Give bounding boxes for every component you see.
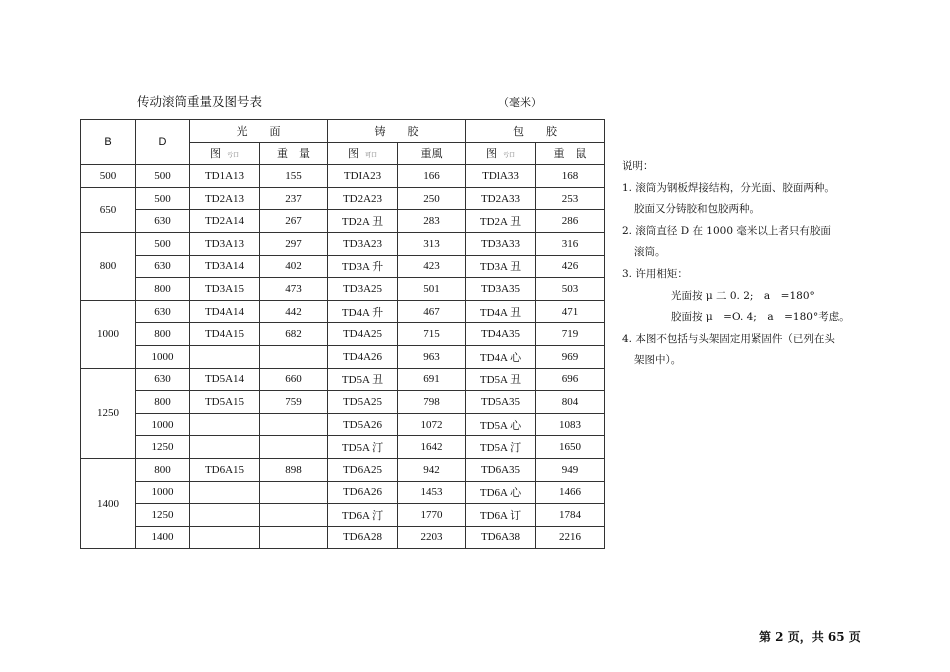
cell-weight: 691	[398, 368, 466, 391]
cell-weight: 1072	[398, 413, 466, 436]
cell-weight: 719	[536, 323, 605, 346]
cell-d: 800	[136, 391, 190, 414]
header-smooth: 光 面	[190, 120, 328, 143]
cell-fig: TD5A 丑	[328, 368, 398, 391]
table-row	[81, 413, 605, 436]
cell-fig: TD3A14	[190, 255, 260, 278]
cell-weight: 660	[260, 368, 328, 391]
notes-heading: 说明：	[622, 160, 654, 172]
cell-d: 500	[136, 232, 190, 255]
cell-weight: 715	[398, 323, 466, 346]
cell-weight	[260, 413, 328, 436]
cell-fig: TD5A15	[190, 391, 260, 414]
cell-d: 1250	[136, 504, 190, 527]
cell-fig: TD2A33	[466, 187, 536, 210]
table-row	[81, 458, 605, 481]
cell-weight: 316	[536, 232, 605, 255]
cell-weight: 467	[398, 300, 466, 323]
cell-weight: 297	[260, 232, 328, 255]
cell-weight: 898	[260, 458, 328, 481]
cell-fig: TD6A25	[328, 458, 398, 481]
cell-fig: TD3A23	[328, 232, 398, 255]
cell-weight: 168	[536, 165, 605, 188]
cell-fig: TD6A35	[466, 458, 536, 481]
cell-weight: 969	[536, 345, 605, 368]
cell-fig: TD5A35	[466, 391, 536, 414]
cell-fig: TD4A25	[328, 323, 398, 346]
cell-b: 1000	[81, 300, 136, 368]
cell-weight: 682	[260, 323, 328, 346]
cell-weight: 804	[536, 391, 605, 414]
cell-b: 500	[81, 165, 136, 188]
cell-weight: 253	[536, 187, 605, 210]
cell-b: 1400	[81, 458, 136, 548]
table-row	[81, 436, 605, 459]
cell-weight: 286	[536, 210, 605, 233]
cell-fig: TD2A13	[190, 187, 260, 210]
table-row	[81, 255, 605, 278]
cell-weight: 696	[536, 368, 605, 391]
cell-weight: 1466	[536, 481, 605, 504]
cell-d: 1000	[136, 481, 190, 504]
subheader-fig-1: 图 亏口	[190, 142, 260, 165]
cell-weight	[260, 526, 328, 549]
cell-fig: TD4A26	[328, 345, 398, 368]
cell-fig: TD4A14	[190, 300, 260, 323]
cell-weight: 423	[398, 255, 466, 278]
note-line: 4. 本图不包括与头架固定用紧固件（已列在头	[622, 332, 835, 345]
cell-fig: TD5A 汀	[328, 436, 398, 459]
table-row	[81, 526, 605, 549]
table-row	[81, 210, 605, 233]
table-row	[81, 504, 605, 527]
table-row	[81, 481, 605, 504]
cell-d: 630	[136, 368, 190, 391]
note-line: 胶面按 μ =O. 4; a =180°考虑。	[671, 311, 850, 324]
cell-weight: 1453	[398, 481, 466, 504]
cell-d: 500	[136, 165, 190, 188]
cell-weight: 942	[398, 458, 466, 481]
note-line: 滚筒。	[634, 246, 666, 259]
table-row	[81, 300, 605, 323]
cell-weight: 283	[398, 210, 466, 233]
cell-fig: TD3A35	[466, 278, 536, 301]
header-wrapped-rubber: 包 胶	[466, 120, 605, 143]
cell-weight	[260, 436, 328, 459]
cell-fig: TD4A35	[466, 323, 536, 346]
cell-weight: 949	[536, 458, 605, 481]
note-line: 1. 滚筒为钢板焊接结构，分光面、胶面两种。	[622, 181, 835, 194]
cell-d: 1000	[136, 413, 190, 436]
cell-weight: 2216	[536, 526, 605, 549]
cell-d: 1400	[136, 526, 190, 549]
cell-d: 800	[136, 458, 190, 481]
cell-weight: 1784	[536, 504, 605, 527]
cell-weight: 759	[260, 391, 328, 414]
cell-fig: TD2A23	[328, 187, 398, 210]
cell-d: 630	[136, 300, 190, 323]
cell-weight: 250	[398, 187, 466, 210]
cell-d: 800	[136, 323, 190, 346]
header-cast-rubber: 铸 胶	[328, 120, 466, 143]
weight-table	[80, 119, 605, 549]
cell-fig	[190, 413, 260, 436]
note-line: 架图中）。	[634, 354, 682, 367]
cell-weight: 442	[260, 300, 328, 323]
cell-fig	[190, 526, 260, 549]
cell-weight	[260, 481, 328, 504]
table-row	[81, 323, 605, 346]
cell-weight: 155	[260, 165, 328, 188]
table-row	[81, 187, 605, 210]
cell-fig: TD5A26	[328, 413, 398, 436]
cell-fig: TD6A15	[190, 458, 260, 481]
unit-label: （毫米）	[498, 96, 542, 109]
cell-fig	[190, 504, 260, 527]
cell-fig: TD4A15	[190, 323, 260, 346]
cell-fig: TD6A38	[466, 526, 536, 549]
table-row	[81, 278, 605, 301]
subheader-fig-2: 图 可口	[328, 142, 398, 165]
cell-weight: 2203	[398, 526, 466, 549]
notes	[622, 156, 942, 372]
cell-b: 800	[81, 232, 136, 300]
cell-weight: 501	[398, 278, 466, 301]
note-line: 光面按 μ 二 0. 2; a =180°	[671, 289, 815, 302]
subheader-weight-3: 重 鼠	[536, 142, 605, 165]
cell-fig: TDIA23	[328, 165, 398, 188]
cell-d: 630	[136, 210, 190, 233]
cell-fig: TD2A 丑	[328, 210, 398, 233]
cell-d: 1000	[136, 345, 190, 368]
cell-fig: TD3A15	[190, 278, 260, 301]
table-body	[81, 165, 605, 549]
cell-weight: 1642	[398, 436, 466, 459]
note-line: 2. 滚筒直径 D 在 1000 毫米以上者只有胶面	[622, 224, 831, 237]
table-row	[81, 345, 605, 368]
subheader-weight-2: 重風	[398, 142, 466, 165]
cell-weight: 963	[398, 345, 466, 368]
cell-fig: TD2A 丑	[466, 210, 536, 233]
cell-fig: TD3A13	[190, 232, 260, 255]
cell-weight: 267	[260, 210, 328, 233]
cell-weight: 471	[536, 300, 605, 323]
cell-d: 630	[136, 255, 190, 278]
cell-weight	[260, 504, 328, 527]
cell-fig: TD5A14	[190, 368, 260, 391]
subheader-weight-1: 重 量	[260, 142, 328, 165]
cell-weight: 473	[260, 278, 328, 301]
cell-weight: 1650	[536, 436, 605, 459]
cell-b: 1250	[81, 368, 136, 458]
cell-fig	[190, 345, 260, 368]
cell-fig: TD5A 心	[466, 413, 536, 436]
table-row	[81, 232, 605, 255]
cell-fig: TD5A 汀	[466, 436, 536, 459]
header-d: D	[136, 120, 190, 165]
table-row	[81, 368, 605, 391]
cell-weight: 798	[398, 391, 466, 414]
cell-fig: TD4A 心	[466, 345, 536, 368]
cell-d: 1250	[136, 436, 190, 459]
cell-weight: 1083	[536, 413, 605, 436]
table-row	[81, 391, 605, 414]
cell-fig	[190, 481, 260, 504]
cell-fig: TD2A14	[190, 210, 260, 233]
cell-weight: 166	[398, 165, 466, 188]
cell-fig: TD4A 丑	[466, 300, 536, 323]
cell-weight	[260, 345, 328, 368]
cell-d: 800	[136, 278, 190, 301]
cell-weight: 402	[260, 255, 328, 278]
cell-weight: 237	[260, 187, 328, 210]
cell-fig: TD3A33	[466, 232, 536, 255]
cell-fig: TD3A 丑	[466, 255, 536, 278]
cell-weight: 1770	[398, 504, 466, 527]
cell-fig: TD6A 汀	[328, 504, 398, 527]
cell-fig: TD3A 升	[328, 255, 398, 278]
cell-weight: 426	[536, 255, 605, 278]
page-number: 第 2 页，共 65 页	[759, 630, 861, 644]
cell-fig: TD6A28	[328, 526, 398, 549]
cell-fig: TDlA33	[466, 165, 536, 188]
header-b: B	[81, 120, 136, 165]
cell-weight: 503	[536, 278, 605, 301]
cell-fig: TD6A26	[328, 481, 398, 504]
cell-fig: TD6A 心	[466, 481, 536, 504]
table-title: 传动滚筒重量及图号表	[137, 94, 263, 109]
cell-fig: TD1A13	[190, 165, 260, 188]
note-line: 3. 许用相矩：	[622, 267, 688, 280]
cell-fig: TD5A25	[328, 391, 398, 414]
cell-b: 650	[81, 187, 136, 232]
subheader-fig-3: 图 亏口	[466, 142, 536, 165]
cell-fig: TD5A 丑	[466, 368, 536, 391]
cell-fig	[190, 436, 260, 459]
table-row	[81, 165, 605, 188]
cell-fig: TD6A 订	[466, 504, 536, 527]
cell-weight: 313	[398, 232, 466, 255]
cell-d: 500	[136, 187, 190, 210]
cell-fig: TD3A25	[328, 278, 398, 301]
note-line: 胶面又分铸胶和包胶两种。	[634, 203, 760, 216]
cell-fig: TD4A 升	[328, 300, 398, 323]
